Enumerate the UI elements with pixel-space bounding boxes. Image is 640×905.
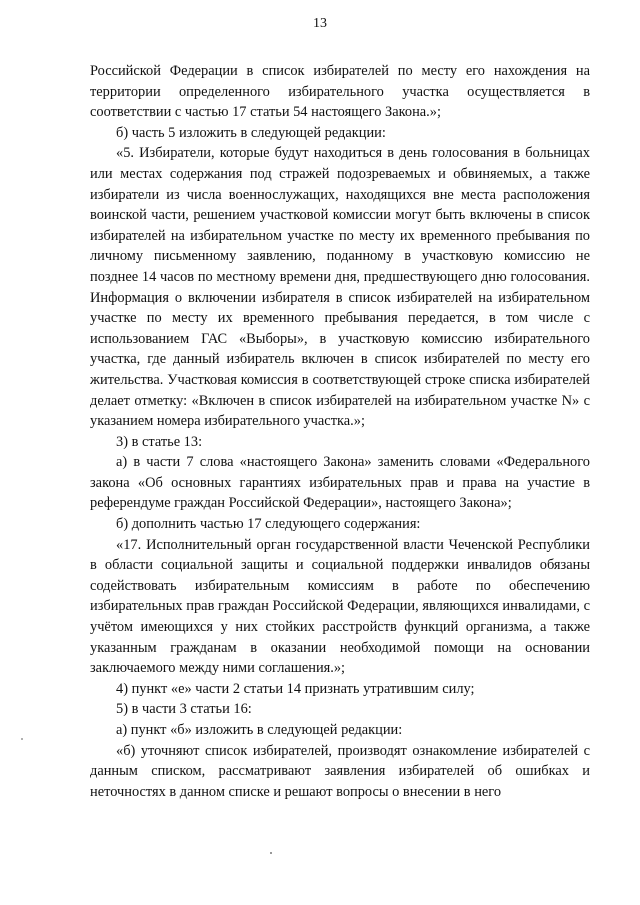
paragraph-item-3: 3) в статье 13: xyxy=(116,433,203,450)
paragraph-item-b-2: б) дополнить частью 17 следующего содержания: xyxy=(116,516,421,533)
paragraph-continuation: Российской Федерации в список избирателей по месту его нахождения на территории определенного избирательного участка осуществляется в соответствии с частью 17 статьи 54 настоящего Закона.»; xyxy=(90,63,590,121)
paragraph-item-5: 5) в части 3 статьи 16: xyxy=(116,701,252,718)
scan-mark xyxy=(270,852,272,854)
paragraph-item-a-2: а) пункт «б» изложить в следующей редакции: xyxy=(116,722,403,738)
document-body xyxy=(90,61,590,802)
paragraph-item-b-quote: «б) уточняют список избирателей, производят ознакомление избирателей с данным списком, рассматривают заявления избирателей об ошибках и неточностях в данном списке и решают вопросы о внесении в него xyxy=(90,742,590,800)
paragraph-part-17: «17. Исполнительный орган государственной власти Чеченской Республики в области социальной защиты и социальной поддержки инвалидов обязаны содействовать избирательным комиссиям в работе по обеспечению избирательных прав граждан Российской Федерации, являющихся инвалидами, с учётом имеющихся у них стойких расстройств функций организма, а также указанным гражданам в оказании необходимой помощи на основании заключаемого между ними соглашения.»; xyxy=(90,536,590,677)
paragraph-item-a: а) в части 7 слова «настоящего Закона» заменить словами «Федерального закона «Об основных гарантиях избирательных прав и права на участие в референдуме граждан Российской Федерации», настоящего Закона»; xyxy=(90,454,590,512)
page-number: 13 xyxy=(313,16,327,31)
paragraph-item-b: б) часть 5 изложить в следующей редакции: xyxy=(116,124,386,141)
paragraph-item-4: 4) пункт «е» части 2 статьи 14 признать утратившим силу; xyxy=(116,680,475,697)
paragraph-part-5: «5. Избиратели, которые будут находиться в день голосования в больницах или местах содержания под стражей подозреваемых и обвиняемых, а также избиратели из числа военнослужащих, находящихся вне места расположения воинской части, решением участковой комиссии могут быть включены в список избирателей на избирательном участке по месту их временного пребывания по личному письменному заявлению, поданному в участковую комиссию не позднее 14 часов по местному времени дня, предшествующего дню голосования. Информация о включении избирателя в список избирателей на избирательном участке по месту их временного пребывания передается, в том числе с использованием ГАС «Выборы», в участковую комиссию избирательного участка, где данный избиратель включен в список избирателей по месту его жительства. Участковая комиссия в соответствующей строке списка избирателей делает отметку: «Включен в список избирателей на избирательном участке N» с указанием номера избирательного участка.»; xyxy=(90,145,590,430)
scan-mark-edge xyxy=(21,738,23,740)
